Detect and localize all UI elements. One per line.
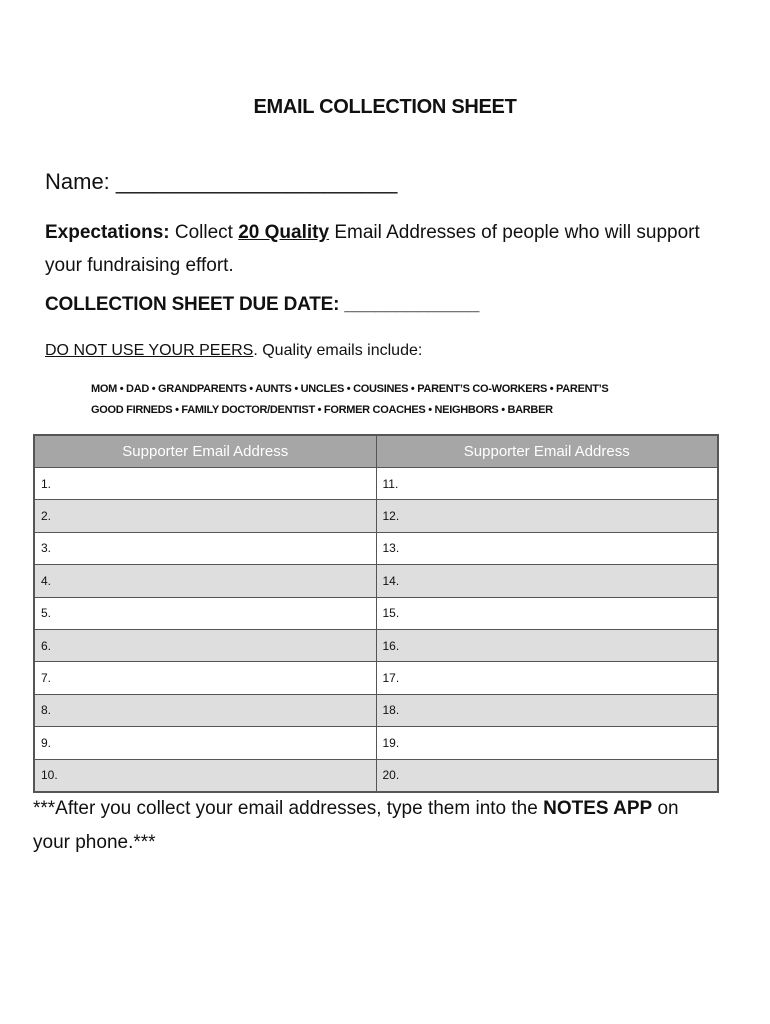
table-row xyxy=(34,629,718,661)
table-row xyxy=(34,694,718,726)
footer-note xyxy=(33,792,713,860)
table-row xyxy=(34,662,718,694)
peers-note xyxy=(45,342,422,360)
table-row xyxy=(34,565,718,597)
email-cell[interactable]: 7. xyxy=(34,662,376,694)
email-cell[interactable]: 3. xyxy=(34,532,376,564)
email-cell[interactable]: 12. xyxy=(376,500,718,532)
name-blank: _______________________ xyxy=(115,169,398,194)
due-date-blank: _____________ xyxy=(344,294,480,315)
email-collection-table xyxy=(33,434,719,793)
due-date-label: COLLECTION SHEET DUE DATE: xyxy=(45,294,340,315)
email-cell[interactable]: 18. xyxy=(376,694,718,726)
column-header-left: Supporter Email Address xyxy=(34,435,376,468)
email-cell[interactable]: 14. xyxy=(376,565,718,597)
email-cell[interactable]: 4. xyxy=(34,565,376,597)
table-row xyxy=(34,759,718,792)
table-row xyxy=(34,532,718,564)
table-row xyxy=(34,597,718,629)
expectations-emphasis: 20 Quality xyxy=(238,222,330,243)
table-row xyxy=(34,500,718,532)
email-cell[interactable]: 11. xyxy=(376,468,718,500)
name-field xyxy=(45,169,397,195)
quality-people-list xyxy=(91,379,691,421)
name-label: Name: xyxy=(45,169,110,194)
due-date-field xyxy=(45,294,479,316)
email-cell[interactable]: 17. xyxy=(376,662,718,694)
expectations-text-after: Email Addresses of people who will support your fundraising effort. xyxy=(45,222,700,276)
expectations-text-before: Collect xyxy=(174,222,233,243)
footer-text-before: ***After you collect your email addresses, type them into the xyxy=(33,798,538,819)
email-cell[interactable]: 1. xyxy=(34,468,376,500)
email-cell[interactable]: 5. xyxy=(34,597,376,629)
table-header-row xyxy=(34,435,718,468)
peers-warning: DO NOT USE YOUR PEERS xyxy=(45,342,254,359)
email-cell[interactable]: 2. xyxy=(34,500,376,532)
quality-people-line-1: MOM • DAD • GRANDPARENTS • AUNTS • UNCLES • COUSINES • PARENT’S CO-WORKERS • PARENT’S xyxy=(91,383,609,395)
expectations-paragraph xyxy=(45,216,705,282)
email-cell[interactable]: 20. xyxy=(376,759,718,792)
table-row xyxy=(34,727,718,759)
email-cell[interactable]: 10. xyxy=(34,759,376,792)
email-cell[interactable]: 9. xyxy=(34,727,376,759)
email-cell[interactable]: 15. xyxy=(376,597,718,629)
table-row xyxy=(34,468,718,500)
expectations-label: Expectations: xyxy=(45,222,170,243)
footer-text-after: on your phone.*** xyxy=(33,798,679,853)
email-cell[interactable]: 13. xyxy=(376,532,718,564)
email-cell[interactable]: 16. xyxy=(376,629,718,661)
quality-people-line-2: GOOD FIRNEDS • FAMILY DOCTOR/DENTIST • FORMER COACHES • NEIGHBORS • BARBER xyxy=(91,404,553,416)
email-cell[interactable]: 6. xyxy=(34,629,376,661)
email-cell[interactable]: 19. xyxy=(376,727,718,759)
email-cell[interactable]: 8. xyxy=(34,694,376,726)
column-header-right: Supporter Email Address xyxy=(376,435,718,468)
footer-emphasis: NOTES APP xyxy=(543,798,653,819)
page-title: EMAIL COLLECTION SHEET xyxy=(253,96,517,118)
peers-note-rest: . Quality emails include: xyxy=(253,342,423,359)
